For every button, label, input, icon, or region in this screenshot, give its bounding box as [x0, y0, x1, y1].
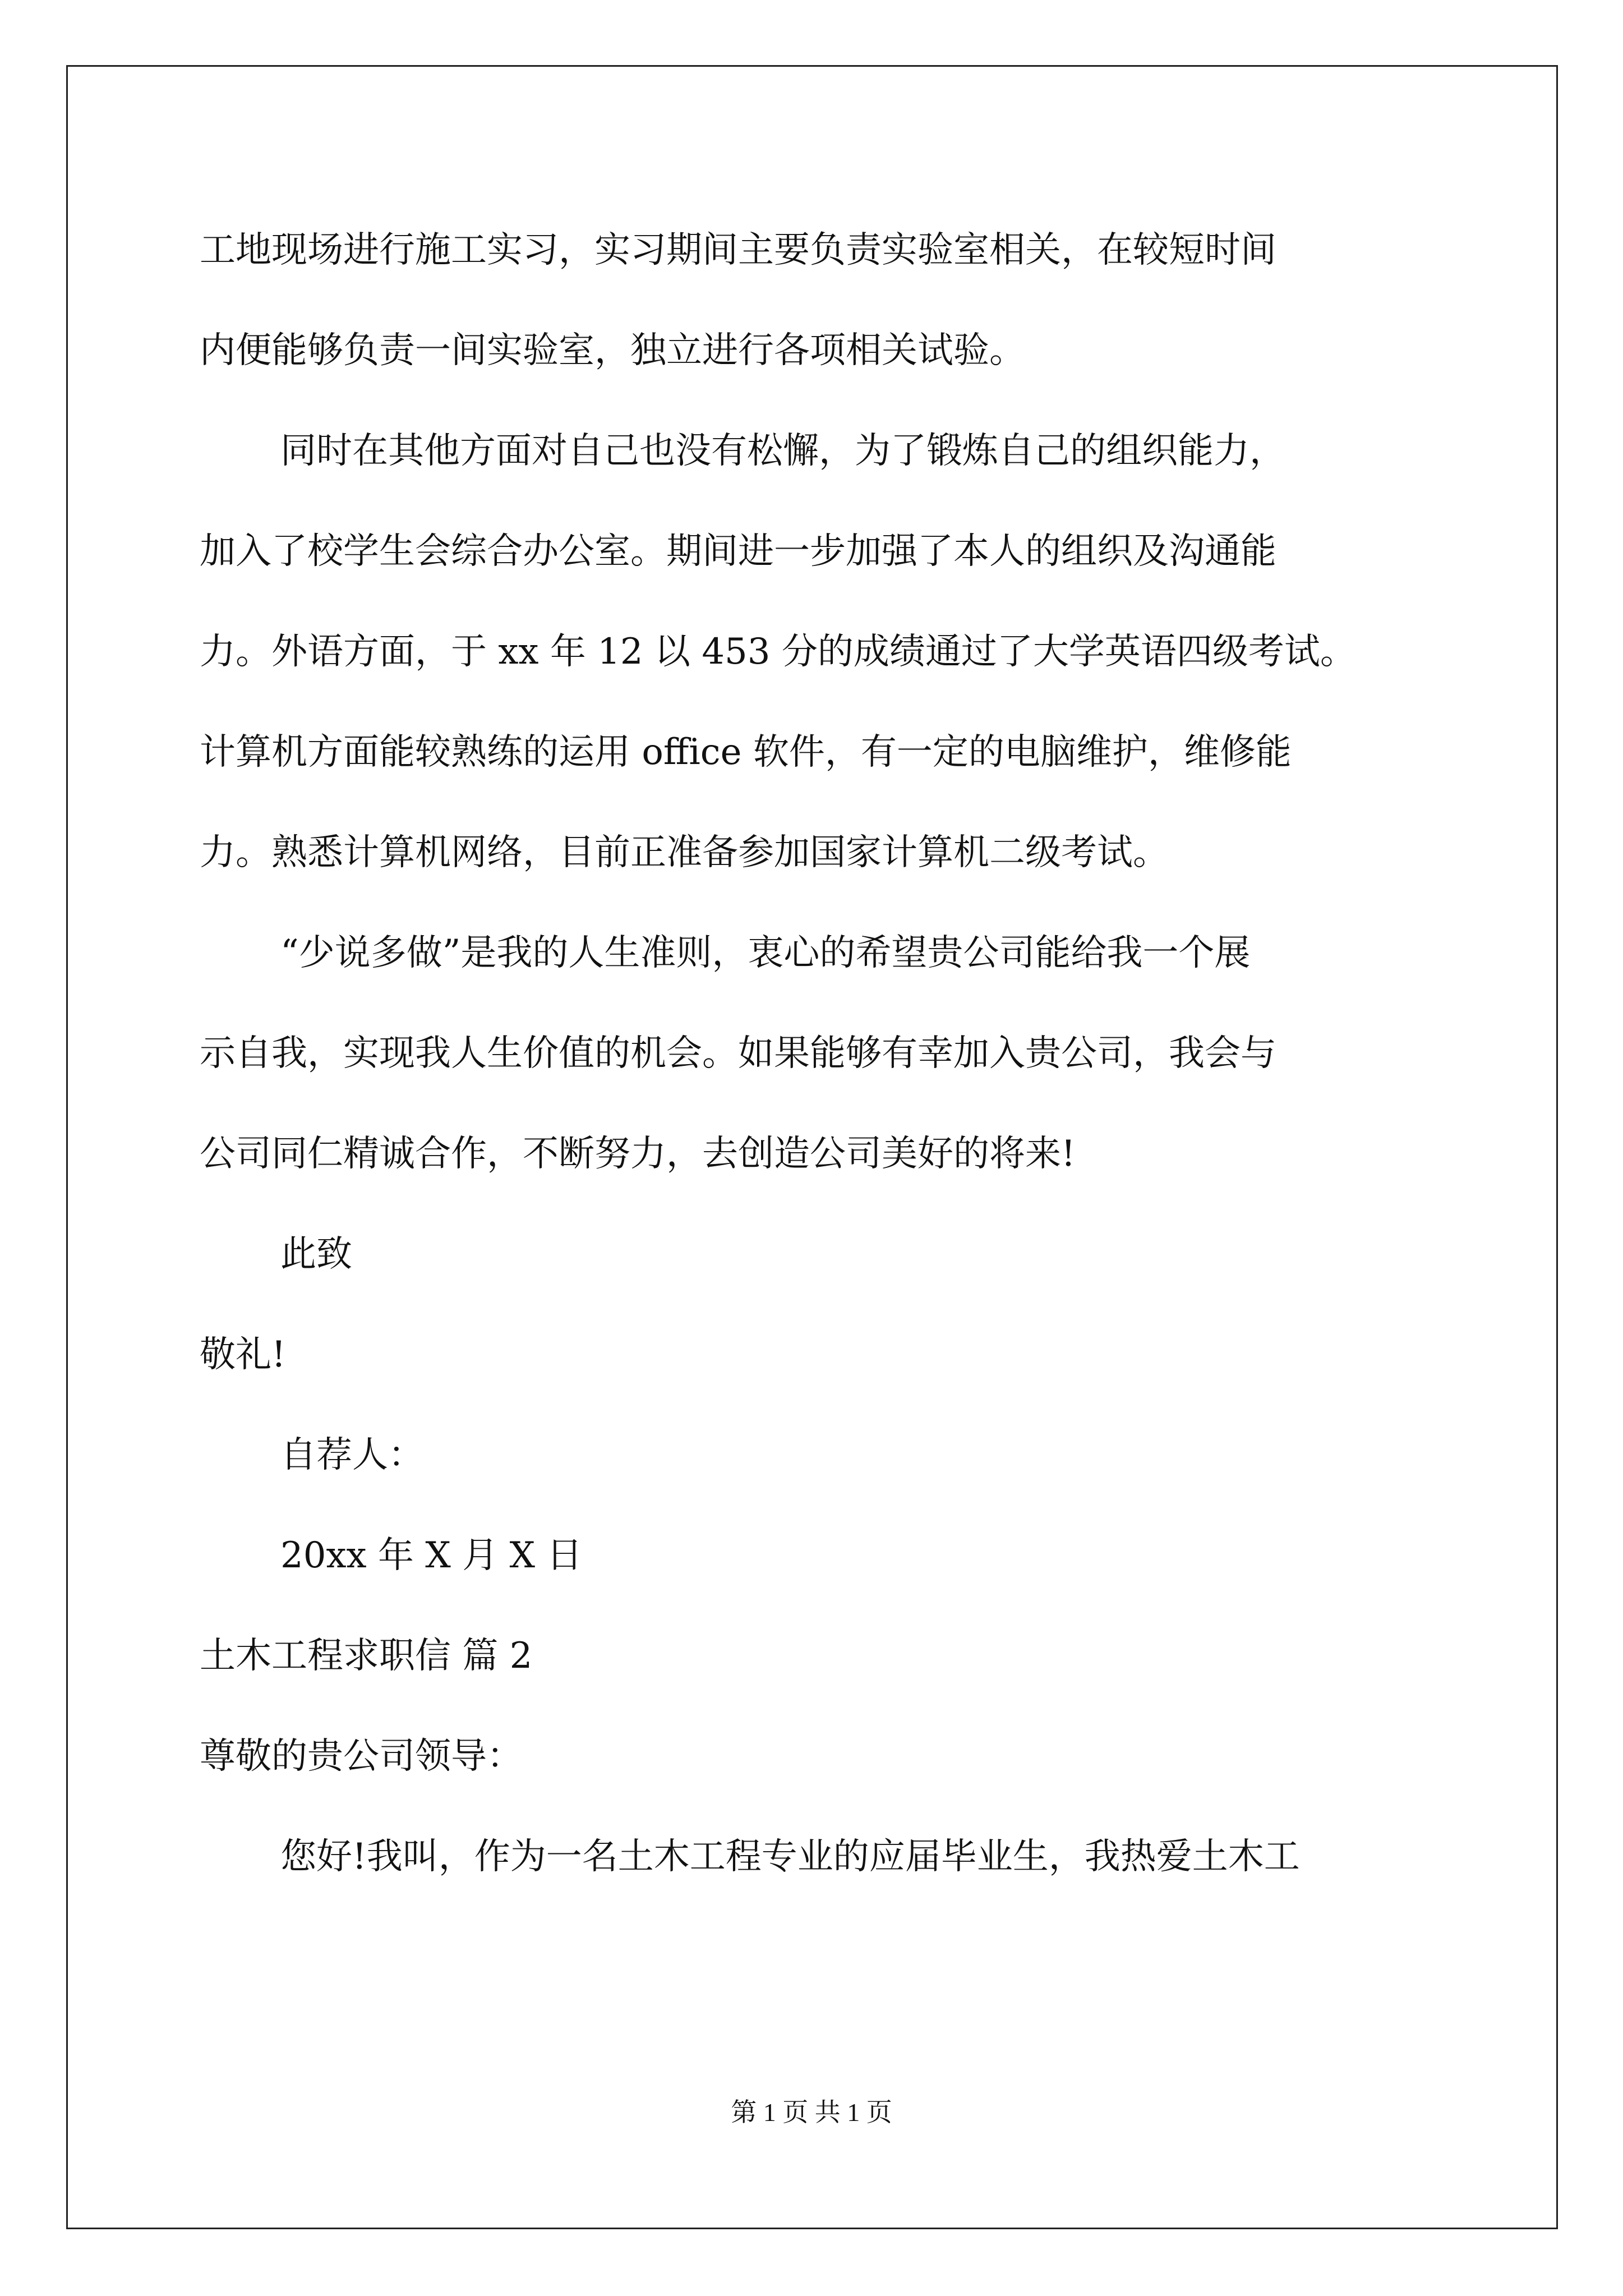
signature-line: 自荐人：: [280, 1434, 424, 1476]
paragraph-line: 公司同仁精诚合作，不断努力，去创造公司美好的将来!: [200, 1133, 1076, 1175]
paragraph-line: “少说多做”是我的人生准则，衷心的希望贵公司能给我一个展: [280, 932, 1251, 974]
paragraph-line: 内便能够负责一间实验室，独立进行各项相关试验。: [200, 330, 1025, 371]
salutation-line: 敬礼!: [200, 1334, 286, 1375]
paragraph-line: 力。熟悉计算机网络，目前正准备参加国家计算机二级考试。: [200, 832, 1169, 873]
date-line: 20xx 年 X 月 X 日: [280, 1535, 583, 1576]
paragraph-line: 您好!我叫，作为一名土木工程专业的应届毕业生，我热爱土木工: [280, 1836, 1300, 1878]
page-footer: 第 1 页 共 1 页: [731, 2098, 892, 2127]
paragraph-line: 加入了校学生会综合办公室。期间进一步加强了本人的组织及沟通能: [200, 531, 1276, 572]
section-title: 土木工程求职信 篇 2: [200, 1635, 533, 1677]
paragraph-line: 工地现场进行施工实习，实习期间主要负责实验室相关，在较短时间: [200, 229, 1276, 271]
paragraph-line: 示自我，实现我人生价值的机会。如果能够有幸加入贵公司，我会与: [200, 1033, 1276, 1074]
paragraph-line: 计算机方面能较熟练的运用 office 软件，有一定的电脑维护，维修能: [200, 731, 1292, 773]
paragraph-line: 同时在其他方面对自己也没有松懈，为了锻炼自己的组织能力，: [280, 430, 1285, 472]
paragraph-line: 力。外语方面，于 xx 年 12 以 453 分的成绩通过了大学英语四级考试。: [200, 631, 1356, 673]
greeting-line: 尊敬的贵公司领导：: [200, 1736, 523, 1777]
salutation-line: 此致: [280, 1234, 352, 1275]
